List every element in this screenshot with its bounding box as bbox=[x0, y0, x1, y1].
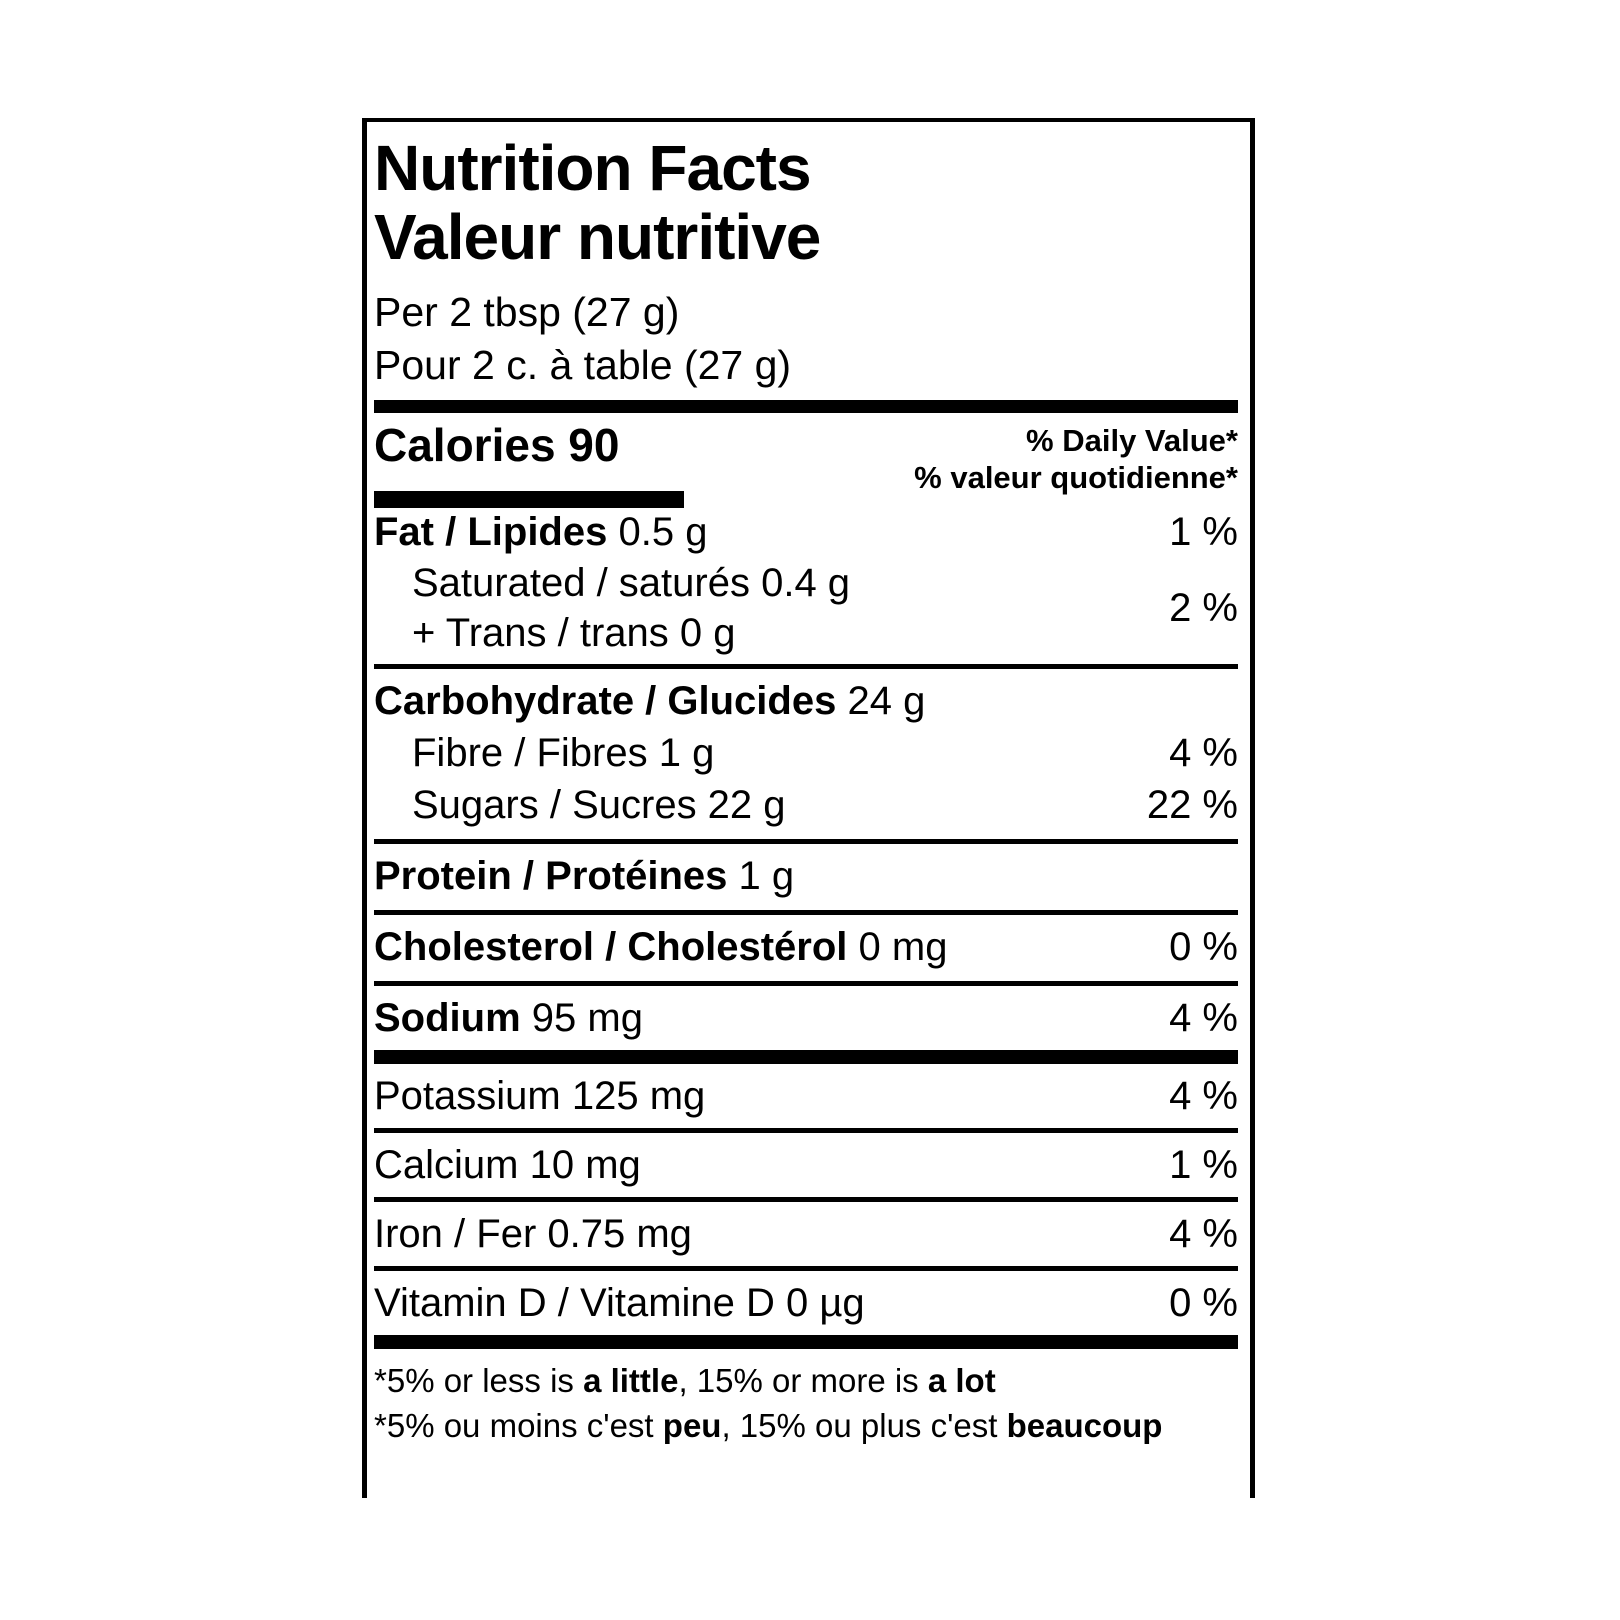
row-sugars bbox=[374, 779, 1238, 831]
footnote-french bbox=[374, 1404, 1238, 1449]
row-vitamin-d bbox=[374, 1277, 1238, 1329]
protein-name: Protein / Protéines bbox=[374, 853, 728, 898]
row-sodium-label bbox=[374, 996, 643, 1041]
divider-after-cholesterol bbox=[374, 981, 1238, 986]
footnote-english bbox=[374, 1359, 1238, 1404]
row-cholesterol-label bbox=[374, 925, 947, 970]
fibre-label: Fibre / Fibres 1 g bbox=[412, 730, 715, 775]
fat-percent: 1 % bbox=[1169, 509, 1238, 554]
footnote-en-a-little: a little bbox=[583, 1362, 679, 1400]
divider-after-iron bbox=[374, 1266, 1238, 1271]
title-french: Valeur nutritive bbox=[374, 201, 821, 274]
row-carbohydrate bbox=[374, 675, 1238, 727]
fat-name: Fat / Lipides bbox=[374, 509, 608, 554]
cholesterol-amount: 0 mg bbox=[858, 924, 948, 969]
potassium-percent: 4 % bbox=[1169, 1073, 1238, 1118]
row-protein bbox=[374, 850, 1238, 902]
carbohydrate-amount: 24 g bbox=[847, 678, 926, 723]
row-saturated-trans bbox=[374, 558, 1238, 658]
row-sodium bbox=[374, 992, 1238, 1044]
fibre-percent: 4 % bbox=[1169, 730, 1238, 775]
row-fat bbox=[374, 506, 1238, 558]
footnotes bbox=[374, 1359, 1238, 1449]
divider-after-fat bbox=[374, 664, 1238, 669]
serving-size bbox=[374, 286, 1238, 391]
protein-amount: 1 g bbox=[738, 853, 795, 898]
calcium-label: Calcium 10 mg bbox=[374, 1142, 641, 1187]
row-calcium bbox=[374, 1139, 1238, 1191]
footnote-fr-beaucoup: beaucoup bbox=[1006, 1407, 1163, 1445]
label-title bbox=[374, 134, 1238, 272]
row-fibre bbox=[374, 727, 1238, 779]
sodium-amount: 95 mg bbox=[531, 995, 643, 1040]
sodium-percent: 4 % bbox=[1169, 995, 1238, 1040]
calories-underline-bar bbox=[374, 491, 684, 508]
saturated-trans-percent: 2 % bbox=[1169, 585, 1238, 630]
footnote-fr-part2: , 15% ou plus c'est bbox=[721, 1407, 1007, 1445]
cholesterol-name: Cholesterol / Cholestérol bbox=[374, 924, 848, 969]
row-cholesterol bbox=[374, 921, 1238, 973]
calories-value: Calories 90 bbox=[374, 419, 620, 472]
divider-thick-top bbox=[374, 400, 1238, 413]
footnote-fr-part1: *5% ou moins c'est bbox=[374, 1407, 663, 1445]
row-iron bbox=[374, 1208, 1238, 1260]
divider-after-protein bbox=[374, 910, 1238, 915]
divider-thick-bottom bbox=[374, 1335, 1238, 1349]
divider-thick-after-sodium bbox=[374, 1050, 1238, 1064]
daily-value-header bbox=[914, 420, 1238, 496]
daily-value-header-english: % Daily Value* bbox=[1026, 423, 1238, 459]
footnote-en-part1: *5% or less is bbox=[374, 1362, 584, 1400]
serving-size-english: Per 2 tbsp (27 g) bbox=[374, 289, 680, 336]
fat-amount: 0.5 g bbox=[618, 509, 708, 554]
divider-after-carbohydrate bbox=[374, 839, 1238, 844]
row-carbohydrate-label bbox=[374, 679, 925, 724]
sugars-percent: 22 % bbox=[1146, 782, 1238, 827]
daily-value-header-french: % valeur quotidienne* bbox=[914, 460, 1238, 496]
trans-fat: + Trans / trans 0 g bbox=[412, 611, 736, 656]
divider-after-potassium bbox=[374, 1128, 1238, 1133]
footnote-en-a-lot: a lot bbox=[927, 1362, 996, 1400]
row-protein-label bbox=[374, 854, 794, 899]
carbohydrate-name: Carbohydrate / Glucides bbox=[374, 678, 837, 723]
vitamin-d-label: Vitamin D / Vitamine D 0 µg bbox=[374, 1280, 865, 1325]
title-english: Nutrition Facts bbox=[374, 132, 811, 204]
serving-size-french: Pour 2 c. à table (27 g) bbox=[374, 341, 792, 388]
calories-section bbox=[374, 420, 1238, 506]
sodium-name: Sodium bbox=[374, 995, 521, 1040]
potassium-label: Potassium 125 mg bbox=[374, 1073, 706, 1118]
nutrition-facts-label bbox=[362, 118, 1255, 1498]
footnote-en-part2: , 15% or more is bbox=[678, 1362, 928, 1400]
calcium-percent: 1 % bbox=[1169, 1142, 1238, 1187]
sugars-label: Sugars / Sucres 22 g bbox=[412, 782, 786, 827]
row-potassium bbox=[374, 1070, 1238, 1122]
calories bbox=[374, 420, 684, 508]
footnote-fr-peu: peu bbox=[662, 1407, 722, 1445]
saturated-fat: Saturated / saturés 0.4 g bbox=[412, 560, 851, 605]
vitamin-d-percent: 0 % bbox=[1169, 1280, 1238, 1325]
divider-after-calcium bbox=[374, 1197, 1238, 1202]
iron-label: Iron / Fer 0.75 mg bbox=[374, 1211, 692, 1256]
iron-percent: 4 % bbox=[1169, 1211, 1238, 1256]
saturated-trans-lines bbox=[374, 558, 850, 659]
cholesterol-percent: 0 % bbox=[1169, 924, 1238, 969]
row-fat-label bbox=[374, 510, 707, 555]
